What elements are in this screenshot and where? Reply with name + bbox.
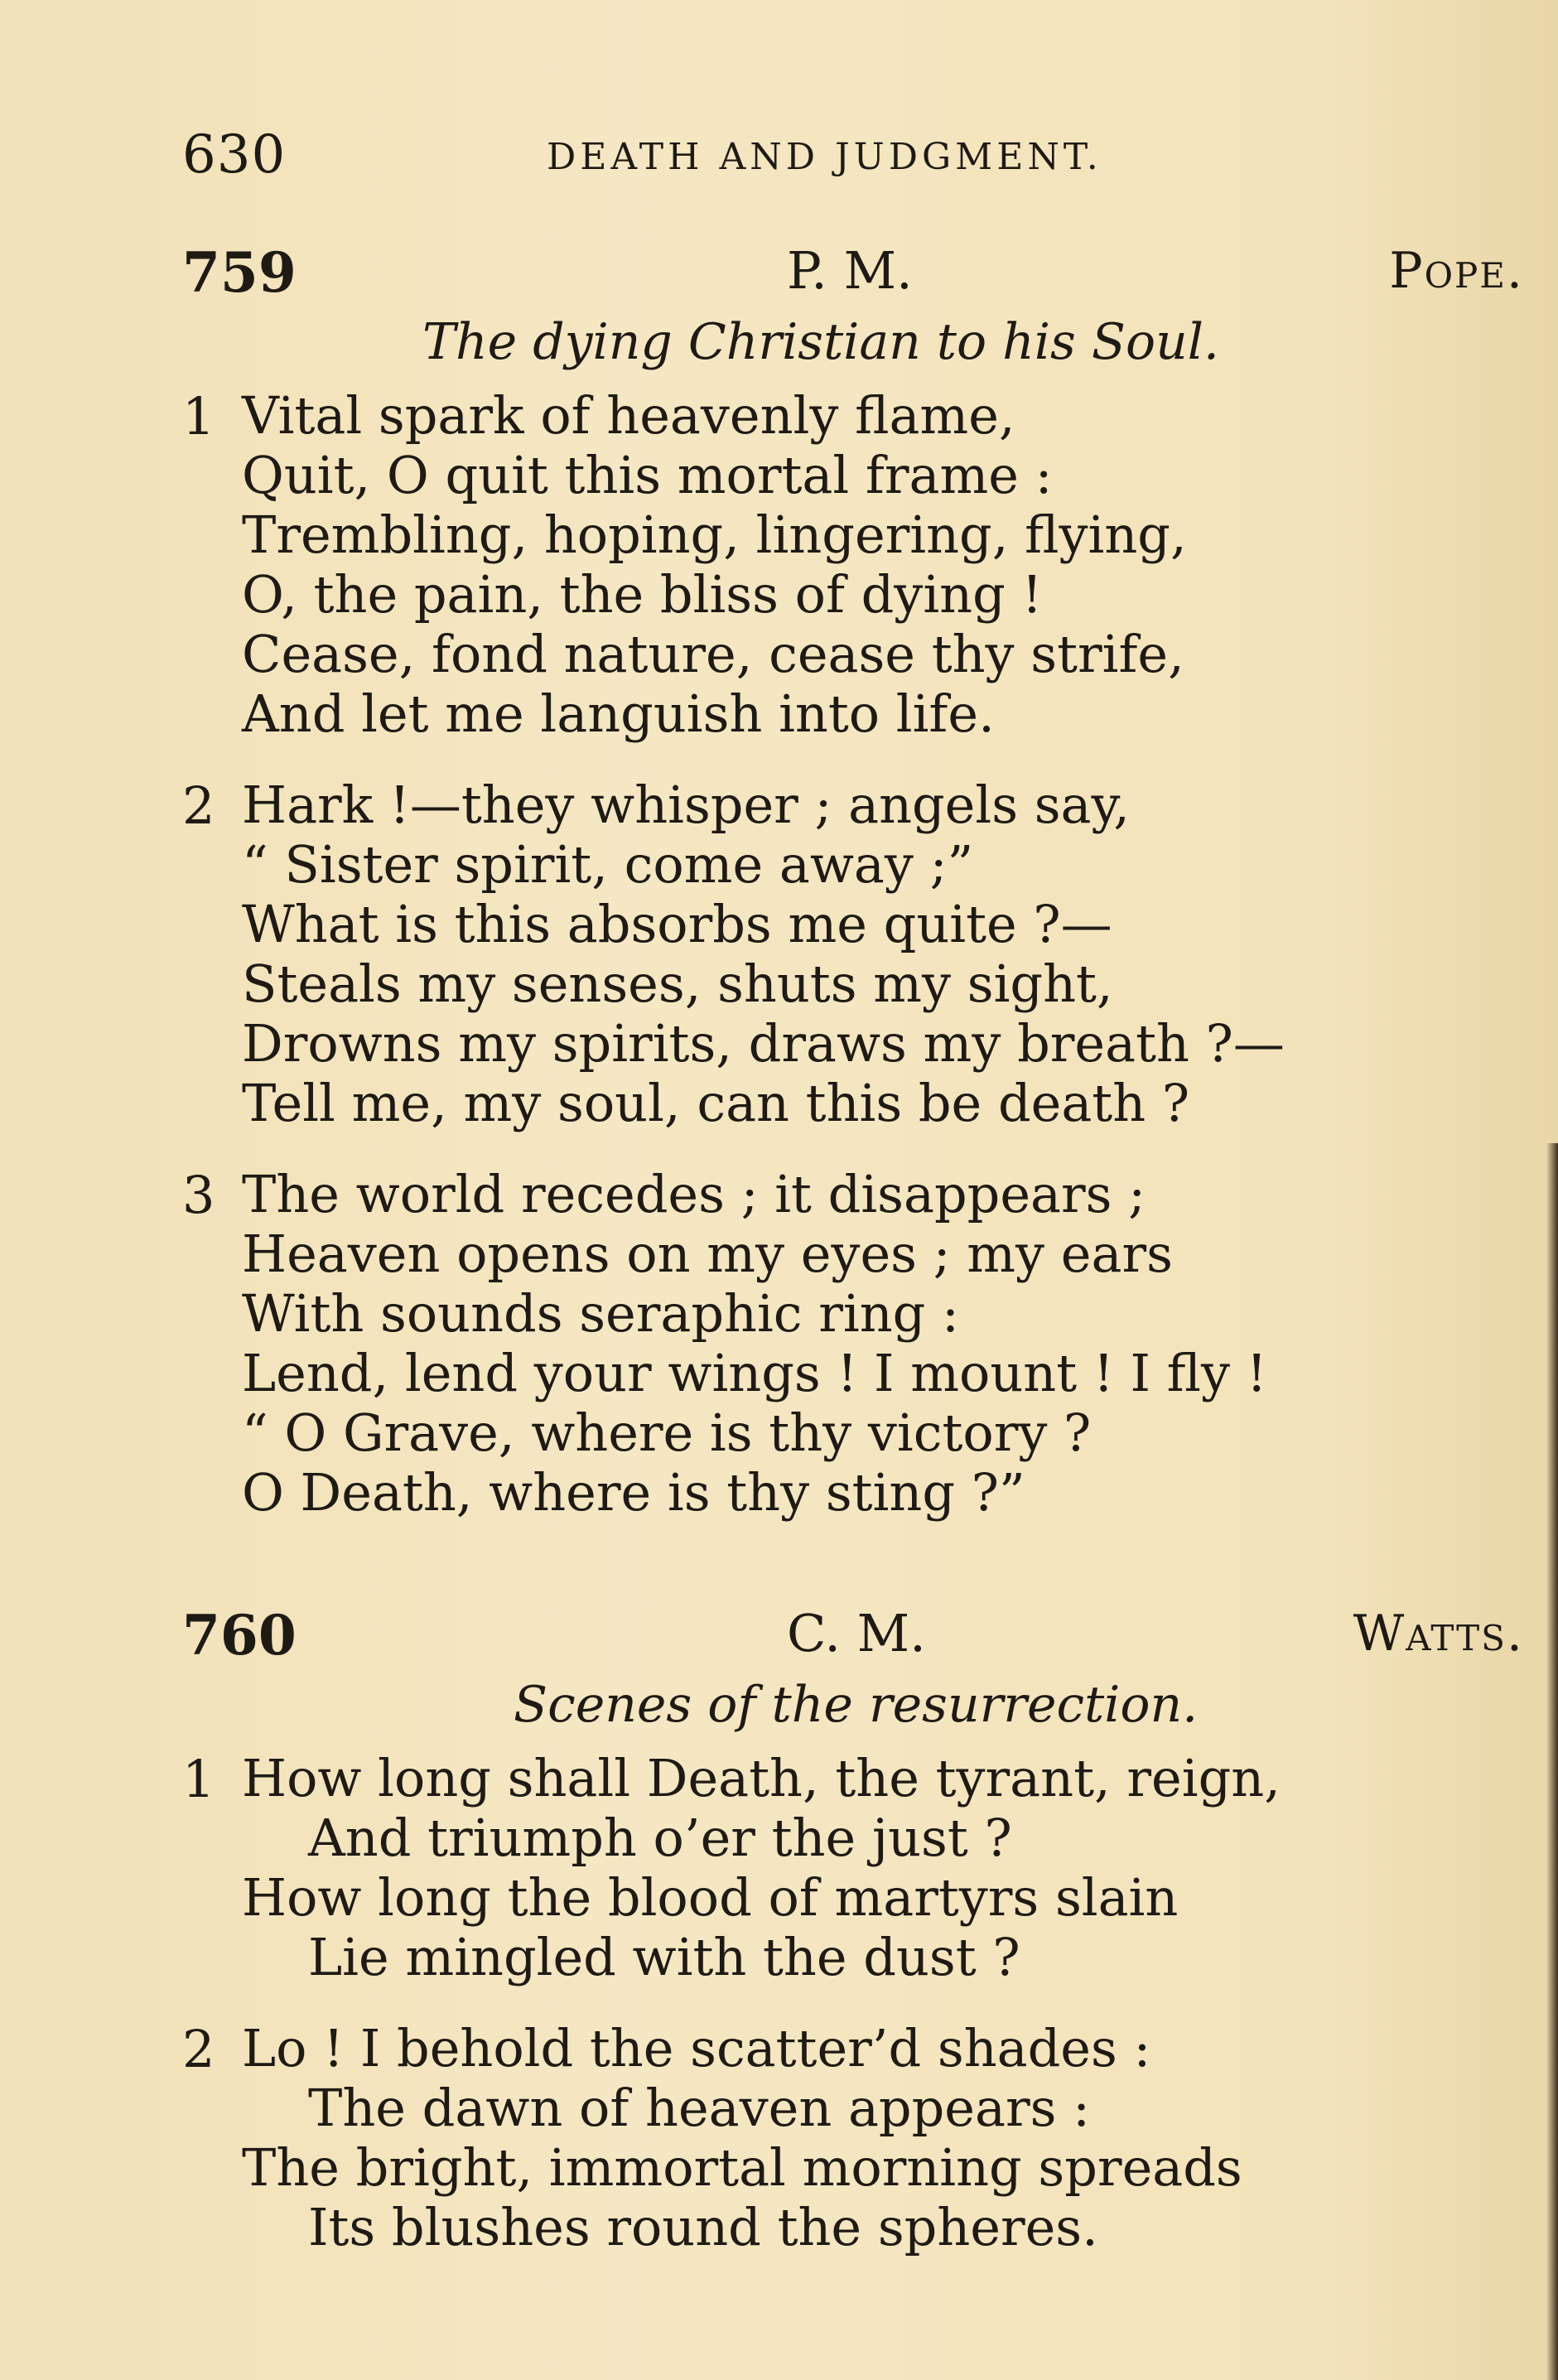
verse-line: Drowns my spirits, draws my breath ?— (242, 1013, 1285, 1074)
verse-line: Lo ! I behold the scatter’d shades : (242, 2018, 1151, 2078)
hymn-subtitle: The dying Christian to his Soul. (422, 313, 1219, 371)
verse-line: Vital spark of heavenly flame, (242, 385, 1015, 446)
stanza-number: 2 (182, 2019, 215, 2079)
verse-line: Quit, O quit this mortal frame : (242, 445, 1053, 505)
verse-line: What is this absorbs me quite ?— (242, 894, 1112, 954)
verse-line: Its blushes round the spheres. (308, 2197, 1098, 2257)
hymn-author: Pope. (1389, 242, 1524, 300)
verse-line: With sounds seraphic ring : (242, 1283, 959, 1344)
page-number: 630 (182, 124, 287, 186)
verse-line: And triumph o’er the just ? (308, 1808, 1012, 1868)
verse-line: “ O Grave, where is thy victory ? (242, 1402, 1092, 1463)
stanza-1 (182, 386, 1524, 744)
hymn-number: 760 (182, 1603, 297, 1668)
verse-line: Lend, lend your wings ! I mount ! I fly ! (242, 1343, 1267, 1403)
verse-line: Trembling, hoping, lingering, flying, (242, 504, 1187, 565)
verse-line: And let me languish into life. (242, 683, 995, 744)
verse-line: Heaven opens on my eyes ; my ears (242, 1224, 1173, 1284)
verse-line: Cease, fond nature, cease thy strife, (242, 624, 1184, 684)
verse-line: O Death, where is thy sting ?” (242, 1462, 1025, 1523)
binding-shadow (1546, 1143, 1558, 2380)
stanza-number: 1 (182, 386, 215, 447)
verse-line: Steals my senses, shuts my sight, (242, 953, 1113, 1014)
stanza-3 (182, 1165, 1524, 1523)
verse-line: The bright, immortal morning spreads (242, 2137, 1242, 2198)
stanza-number: 2 (182, 775, 215, 836)
verse-line: “ Sister spirit, come away ;” (242, 834, 974, 895)
verse-line: How long shall Death, the tyrant, reign, (242, 1748, 1281, 1808)
verse-line: The world recedes ; it disappears ; (242, 1164, 1146, 1224)
verse-line: The dawn of heaven appears : (308, 2078, 1091, 2138)
stanza-number: 1 (182, 1749, 215, 1809)
verse-line: O, the pain, the bliss of dying ! (242, 564, 1043, 625)
hymn-heading (182, 1603, 1524, 1669)
running-head: DEATH AND JUDGMENT. (547, 136, 1102, 178)
hymn-meter: C. M. (787, 1603, 926, 1663)
hymn-760 (182, 1603, 1524, 2289)
verse-line: Hark !—they whisper ; angels say, (242, 775, 1131, 835)
stanza-1 (182, 1749, 1524, 1987)
verse-line: Tell me, my soul, can this be death ? (242, 1073, 1190, 1133)
hymn-author: Watts. (1353, 1605, 1524, 1663)
hymn-759 (182, 240, 1524, 1554)
verse-line: Lie mingled with the dust ? (308, 1927, 1020, 1987)
hymn-number: 759 (182, 240, 297, 305)
stanza-2 (182, 2019, 1524, 2257)
stanza-number: 3 (182, 1165, 215, 1225)
stanza-2 (182, 775, 1524, 1133)
hymn-subtitle: Scenes of the resurrection. (514, 1676, 1199, 1734)
hymn-meter: P. M. (787, 240, 913, 301)
verse-line: How long the blood of martyrs slain (242, 1867, 1179, 1928)
hymn-heading (182, 240, 1524, 307)
page-header (182, 124, 1441, 199)
